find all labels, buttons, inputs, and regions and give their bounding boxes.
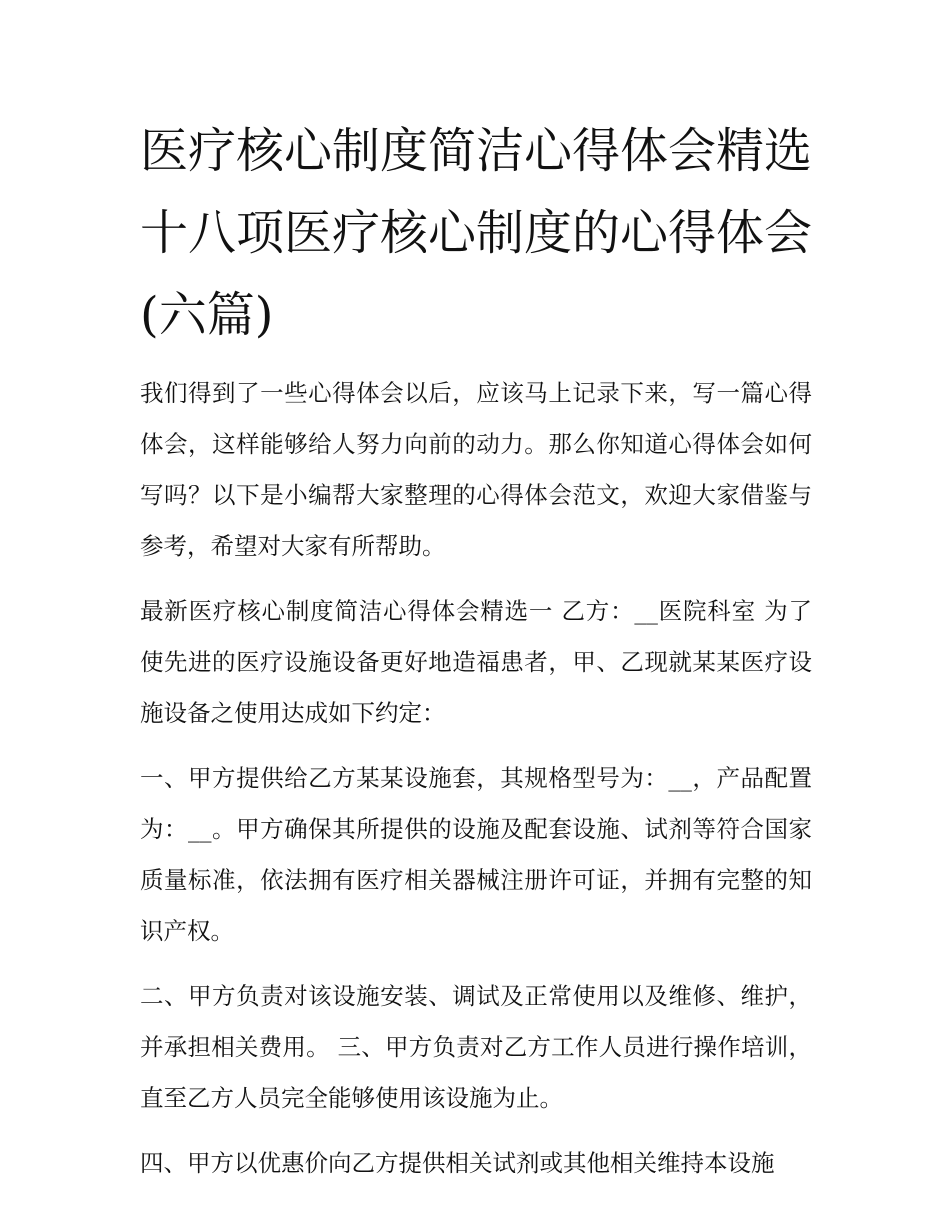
document-body [140,110,812,1189]
paragraph-agreement-opening: 最新医疗核心制度简洁心得体会精选一 乙方：__医院科室 为了使先进的医疗设施设备更好地造福患者，甲、乙现就某某医疗设施设备之使用达成如下约定： [140,597,812,727]
document-title: 医疗核心制度简洁心得体会精选 十八项医疗核心制度的心得体会(六篇) [140,123,813,343]
paragraph-clause-four: 四、甲方以优惠价向乙方提供相关试剂或其他相关维持本设施 [140,1149,775,1177]
paragraph-clause-two-three: 二、甲方负责对该设施安装、调试及正常使用以及维修、维护，并承担相关费用。 三、甲方负责对乙方工作人员进行操作培训，直至乙方人员完全能够使用该设施为止。 [140,982,812,1112]
paragraph-clause-one: 一、甲方提供给乙方某某设施套，其规格型号为：__，产品配置为：__。甲方确保其所提供的设施及配套设施、试剂等符合国家质量标准，依法拥有医疗相关器械注册许可证，并拥有完整的知识产权。 [140,764,812,945]
paragraph-intro: 我们得到了一些心得体会以后，应该马上记录下来，写一篇心得体会，这样能够给人努力向前的动力。那么你知道心得体会如何写吗？以下是小编帮大家整理的心得体会范文，欢迎大家借鉴与参考，希望对大家有所帮助。 [140,379,812,560]
